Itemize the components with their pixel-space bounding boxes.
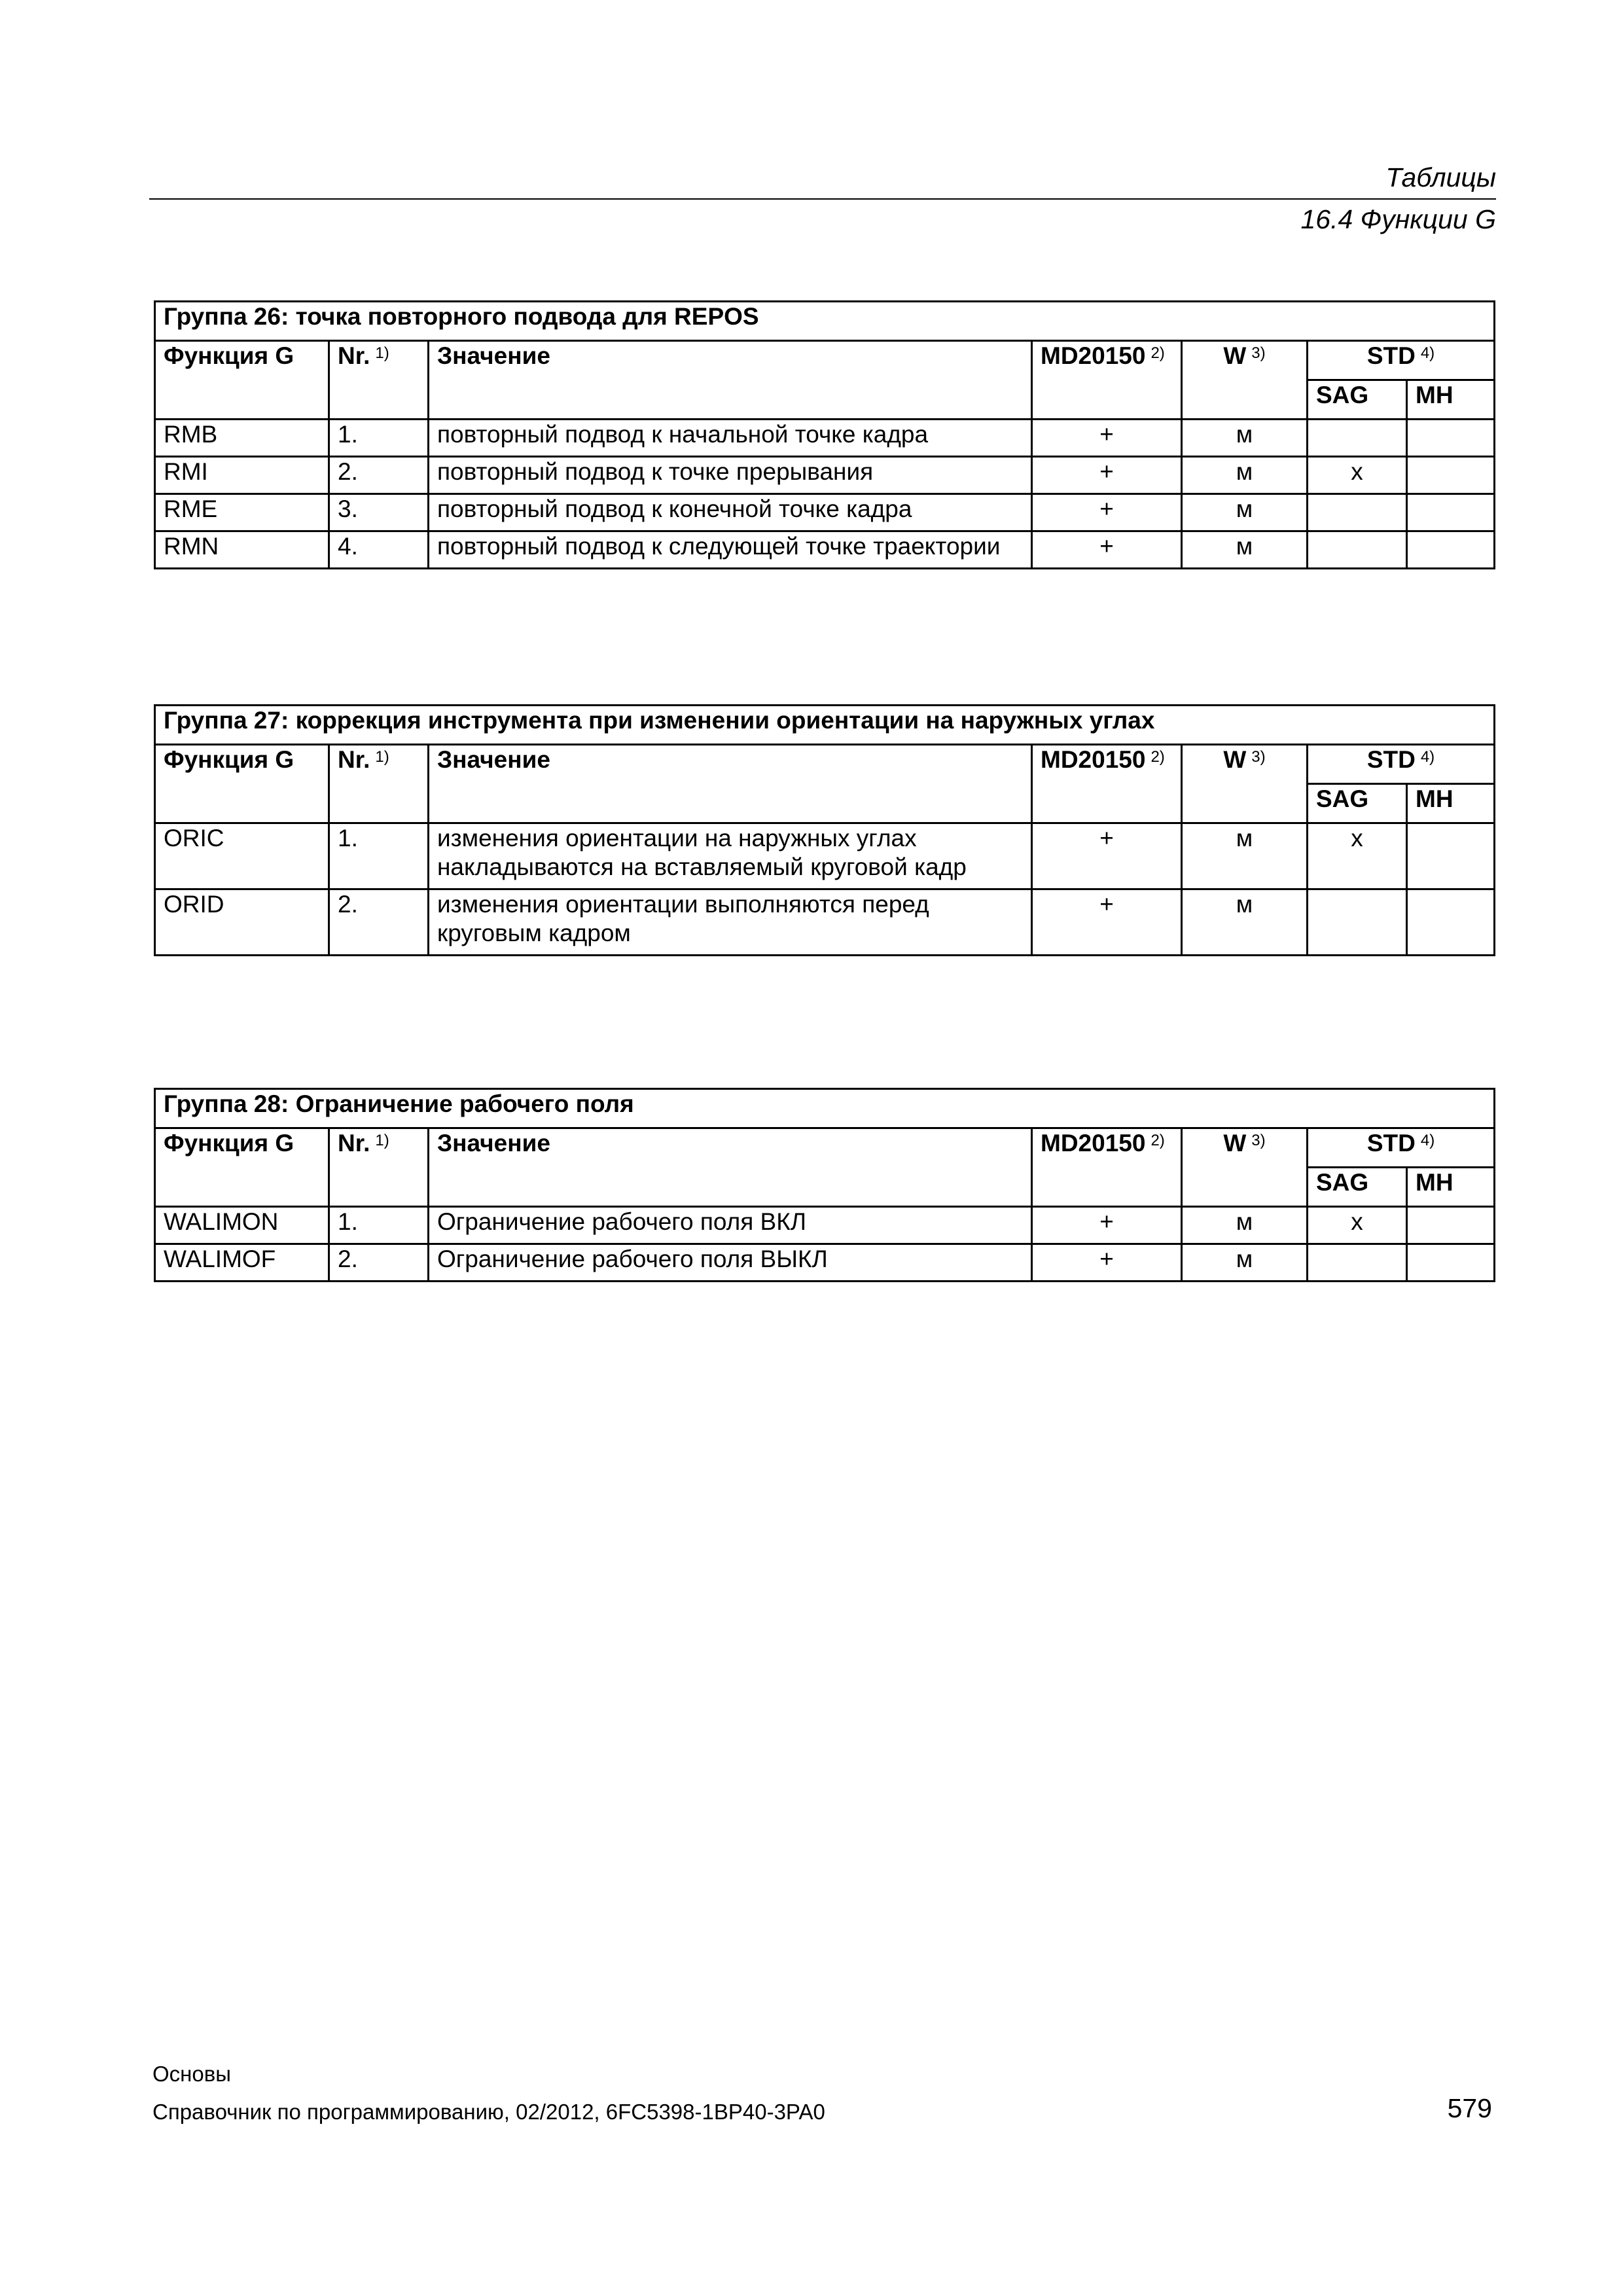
col-header-std: STD $^{4)}$ xyxy=(1308,745,1495,784)
col-header-meaning: Значение xyxy=(429,341,1032,420)
cell-md20150: + xyxy=(1032,889,1182,956)
cell-meaning: Ограничение рабочего поля ВЫКЛ xyxy=(429,1244,1032,1282)
cell-nr: 3. xyxy=(329,494,429,531)
cell-md20150: + xyxy=(1032,457,1182,494)
cell-md20150: + xyxy=(1032,823,1182,889)
meaning-line: круговым кадром xyxy=(437,920,631,946)
cell-function: RME xyxy=(155,494,329,531)
cell-nr: 2. xyxy=(329,889,429,956)
table-row xyxy=(155,494,1495,531)
col-header-nr: Nr. $^{1)}$ xyxy=(329,341,429,420)
cell-function: WALIMOF xyxy=(155,1244,329,1282)
cell-w: м xyxy=(1182,420,1308,457)
cell-meaning xyxy=(429,889,1032,956)
cell-nr: 4. xyxy=(329,531,429,569)
cell-function: RMN xyxy=(155,531,329,569)
group-27-table xyxy=(154,704,1495,956)
cell-meaning: повторный подвод к следующей точке траектории xyxy=(429,531,1032,569)
col-header-function: Функция G xyxy=(155,745,329,823)
cell-nr: 2. xyxy=(329,457,429,494)
cell-w: м xyxy=(1182,494,1308,531)
cell-mh xyxy=(1407,1207,1495,1244)
cell-meaning: повторный подвод к начальной точке кадра xyxy=(429,420,1032,457)
cell-md20150: + xyxy=(1032,1207,1182,1244)
header-rule xyxy=(149,198,1496,200)
cell-md20150: + xyxy=(1032,494,1182,531)
cell-w: м xyxy=(1182,457,1308,494)
cell-w: м xyxy=(1182,823,1308,889)
cell-meaning: Ограничение рабочего поля ВКЛ xyxy=(429,1207,1032,1244)
col-header-sag: SAG xyxy=(1308,1168,1407,1207)
col-header-md20150: MD20150 $^{2)}$ xyxy=(1032,745,1182,823)
table-row xyxy=(155,531,1495,569)
table-row xyxy=(155,1207,1495,1244)
cell-mh xyxy=(1407,1244,1495,1282)
table-row xyxy=(155,889,1495,956)
cell-mh xyxy=(1407,889,1495,956)
col-header-w: W $^{3)}$ xyxy=(1182,1128,1308,1207)
table-row xyxy=(155,457,1495,494)
table-row xyxy=(155,823,1495,889)
table-title: Группа 27: коррекция инструмента при изменении ориентации на наружных углах xyxy=(155,706,1495,745)
cell-nr: 1. xyxy=(329,823,429,889)
table-row xyxy=(155,420,1495,457)
cell-sag xyxy=(1308,889,1407,956)
cell-nr: 2. xyxy=(329,1244,429,1282)
col-header-w: W $^{3)}$ xyxy=(1182,745,1308,823)
cell-mh xyxy=(1407,494,1495,531)
cell-sag: x xyxy=(1308,1207,1407,1244)
col-header-sag: SAG xyxy=(1308,784,1407,823)
col-header-sag: SAG xyxy=(1308,380,1407,420)
page-number: 579 xyxy=(1447,2093,1492,2123)
col-header-std: STD $^{4)}$ xyxy=(1308,1128,1495,1168)
footer-reference: Справочник по программированию, 02/2012, 6FC5398-1BP40-3PA0 xyxy=(152,2100,825,2124)
running-header-title: Таблицы xyxy=(1385,162,1496,192)
meaning-line: накладываются на вставляемый круговой кадр xyxy=(437,853,967,880)
cell-w: м xyxy=(1182,1207,1308,1244)
cell-function: ORID xyxy=(155,889,329,956)
cell-w: м xyxy=(1182,531,1308,569)
col-header-mh: MH xyxy=(1407,380,1495,420)
col-header-meaning: Значение xyxy=(429,745,1032,823)
cell-md20150: + xyxy=(1032,531,1182,569)
cell-sag xyxy=(1308,494,1407,531)
col-header-md20150: MD20150 $^{2)}$ xyxy=(1032,341,1182,420)
col-header-w: W $^{3)}$ xyxy=(1182,341,1308,420)
cell-nr: 1. xyxy=(329,1207,429,1244)
cell-sag: x xyxy=(1308,457,1407,494)
col-header-mh: MH xyxy=(1407,784,1495,823)
cell-mh xyxy=(1407,531,1495,569)
group-26-table xyxy=(154,300,1495,569)
cell-w: м xyxy=(1182,1244,1308,1282)
col-header-nr: Nr. $^{1)}$ xyxy=(329,745,429,823)
meaning-line: изменения ориентации на наружных углах xyxy=(437,825,917,852)
col-header-std: STD $^{4)}$ xyxy=(1308,341,1495,380)
cell-meaning xyxy=(429,823,1032,889)
cell-md20150: + xyxy=(1032,420,1182,457)
cell-md20150: + xyxy=(1032,1244,1182,1282)
cell-function: WALIMON xyxy=(155,1207,329,1244)
col-header-function: Функция G xyxy=(155,341,329,420)
meaning-line: изменения ориентации выполняются перед xyxy=(437,891,929,918)
col-header-mh: MH xyxy=(1407,1168,1495,1207)
cell-meaning: повторный подвод к точке прерывания xyxy=(429,457,1032,494)
cell-nr: 1. xyxy=(329,420,429,457)
col-header-function: Функция G xyxy=(155,1128,329,1207)
cell-sag xyxy=(1308,1244,1407,1282)
footer-book-title: Основы xyxy=(152,2062,231,2086)
group-28-table xyxy=(154,1088,1495,1282)
cell-mh xyxy=(1407,457,1495,494)
cell-w: м xyxy=(1182,889,1308,956)
cell-meaning: повторный подвод к конечной точке кадра xyxy=(429,494,1032,531)
cell-function: RMI xyxy=(155,457,329,494)
table-title: Группа 26: точка повторного подвода для REPOS xyxy=(155,302,1495,341)
col-header-meaning: Значение xyxy=(429,1128,1032,1207)
cell-function: RMB xyxy=(155,420,329,457)
cell-sag: x xyxy=(1308,823,1407,889)
cell-sag xyxy=(1308,420,1407,457)
table-row xyxy=(155,1244,1495,1282)
cell-mh xyxy=(1407,823,1495,889)
cell-function: ORIC xyxy=(155,823,329,889)
cell-mh xyxy=(1407,420,1495,457)
running-header-section: 16.4 Функции G xyxy=(1300,204,1496,234)
table-title: Группа 28: Ограничение рабочего поля xyxy=(155,1089,1495,1128)
col-header-md20150: MD20150 $^{2)}$ xyxy=(1032,1128,1182,1207)
cell-sag xyxy=(1308,531,1407,569)
col-header-nr: Nr. $^{1)}$ xyxy=(329,1128,429,1207)
